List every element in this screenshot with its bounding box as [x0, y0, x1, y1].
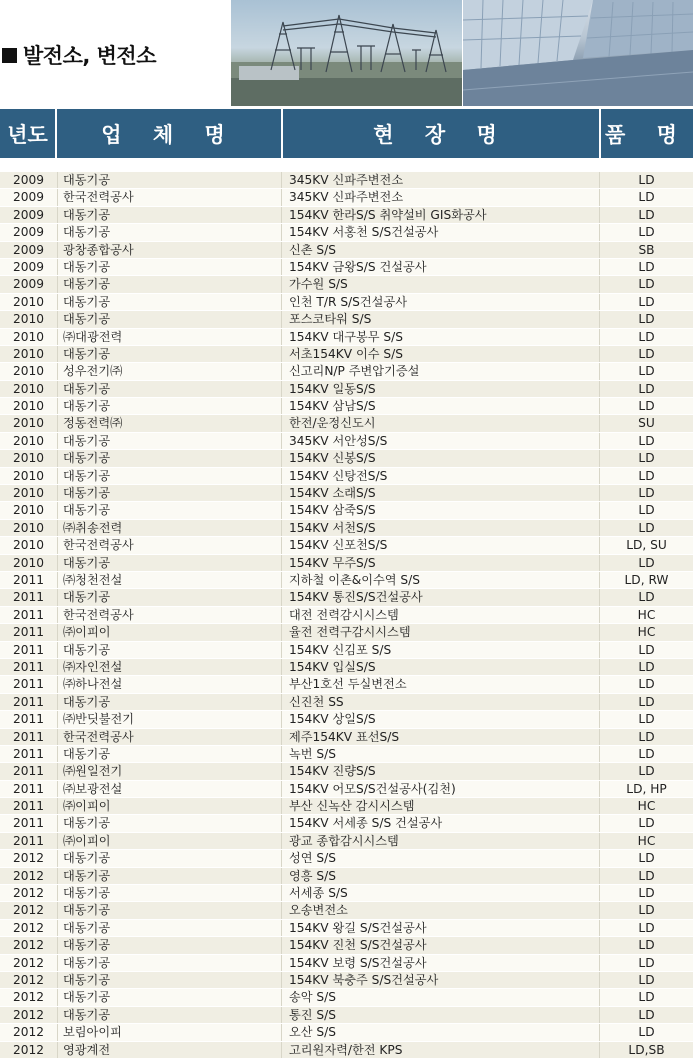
- cell-site: 지하철 이촌&이수역 S/S: [281, 572, 599, 588]
- cell-product: LD: [599, 746, 693, 762]
- cell-product: LD: [599, 729, 693, 745]
- cell-year: 2012: [12, 972, 45, 987]
- cell-site: 오산 S/S: [281, 1024, 599, 1040]
- section-title: [2, 40, 156, 70]
- cell-year: 2012: [12, 1025, 45, 1040]
- cell-product: LD: [599, 363, 693, 379]
- cell-site: 154KV 보령 S/S건설공사: [281, 955, 599, 971]
- cell-site: 한전/운정신도시: [281, 415, 599, 431]
- table-row: [0, 659, 693, 676]
- cell-company: 대동기공: [57, 920, 281, 936]
- table-row: [0, 781, 693, 798]
- cell-year: 2011: [12, 677, 45, 692]
- table-row: [0, 763, 693, 780]
- table-row: [0, 189, 693, 206]
- table-row: [0, 555, 693, 572]
- cell-year: 2009: [12, 207, 45, 222]
- cell-year: 2009: [12, 173, 45, 187]
- cell-company: ㈜하나전설: [57, 676, 281, 692]
- cell-product: LD: [599, 259, 693, 275]
- cell-product: LD: [599, 346, 693, 362]
- cell-company: 대동기공: [57, 972, 281, 988]
- cell-company: 대동기공: [57, 259, 281, 275]
- cell-year: 2012: [12, 938, 45, 953]
- table-row: [0, 676, 693, 693]
- cell-year: 2011: [12, 833, 45, 848]
- table-body: [0, 172, 693, 1059]
- table-row: [0, 850, 693, 867]
- table-row: [0, 450, 693, 467]
- cell-site: 345KV 신파주변전소: [281, 189, 599, 205]
- cell-year: 2010: [12, 346, 45, 361]
- cell-year: 2012: [12, 1007, 45, 1022]
- cell-year: 2010: [12, 555, 45, 570]
- cell-company: ㈜이피이: [57, 624, 281, 640]
- cell-site: 345KV 서안성S/S: [281, 433, 599, 449]
- section-title-text: 발전소, 변전소: [23, 44, 157, 68]
- cell-site: 인천 T/R S/S건설공사: [281, 294, 599, 310]
- table-row: [0, 398, 693, 415]
- cell-site: 154KV 서홍천 S/S건설공사: [281, 224, 599, 240]
- cell-site: 154KV 신포천S/S: [281, 537, 599, 553]
- table-row: [0, 1042, 693, 1059]
- table-row: [0, 259, 693, 276]
- cell-company: 한국전력공사: [57, 537, 281, 553]
- table-row: [0, 902, 693, 919]
- cell-site: 154KV 서세종 S/S 건설공사: [281, 815, 599, 831]
- table-row: [0, 1007, 693, 1024]
- cell-year: 2012: [12, 955, 45, 970]
- cell-product: LD: [599, 485, 693, 501]
- cell-year: 2010: [12, 416, 45, 431]
- cell-site: 154KV 통진S/S건설공사: [281, 589, 599, 605]
- cell-company: 대동기공: [57, 172, 281, 188]
- cell-company: 대동기공: [57, 311, 281, 327]
- cell-company: 대동기공: [57, 955, 281, 971]
- table-row: [0, 433, 693, 450]
- cell-product: LD, RW: [599, 572, 693, 588]
- table-row: [0, 868, 693, 885]
- cell-site: 154KV 한라S/S 취약설비 GIS화공사: [281, 207, 599, 223]
- cell-site: 서초154KV 이수 S/S: [281, 346, 599, 362]
- cell-year: 2009: [12, 190, 45, 205]
- cell-product: LD: [599, 850, 693, 866]
- cell-product: LD: [599, 224, 693, 240]
- cell-site: 오송변전소: [281, 902, 599, 918]
- cell-site: 154KV 삼죽S/S: [281, 502, 599, 518]
- cell-site: 부산 신녹산 감시시스템: [281, 798, 599, 814]
- col-header-site: 현 장 명: [283, 109, 599, 158]
- cell-year: 2010: [12, 451, 45, 466]
- table-row: [0, 798, 693, 815]
- cell-company: 대동기공: [57, 398, 281, 414]
- cell-year: 2010: [12, 486, 45, 501]
- table-row: [0, 172, 693, 189]
- cell-product: LD: [599, 815, 693, 831]
- table-row: [0, 276, 693, 293]
- substation-photo-art: [231, 0, 462, 106]
- cell-year: 2010: [12, 468, 45, 483]
- cell-site: 고리원자력/한전 KPS: [281, 1042, 599, 1058]
- cell-site: 신진천 SS: [281, 694, 599, 710]
- cell-year: 2012: [12, 903, 45, 918]
- cell-year: 2009: [12, 225, 45, 240]
- cell-product: LD: [599, 311, 693, 327]
- cell-site: 신촌 S/S: [281, 242, 599, 258]
- table-row: [0, 572, 693, 589]
- cell-year: 2011: [12, 729, 45, 744]
- table-row: [0, 381, 693, 398]
- cell-site: 154KV 상일S/S: [281, 711, 599, 727]
- cell-product: LD: [599, 659, 693, 675]
- cell-year: 2012: [12, 886, 45, 901]
- cell-product: LD: [599, 450, 693, 466]
- cell-site: 부산1호선 두실변전소: [281, 676, 599, 692]
- cell-year: 2011: [12, 659, 45, 674]
- cell-company: 성우전기㈜: [57, 363, 281, 379]
- cell-product: LD: [599, 468, 693, 484]
- cell-product: LD: [599, 329, 693, 345]
- cell-year: 2010: [12, 381, 45, 396]
- cell-product: LD: [599, 955, 693, 971]
- table-row: [0, 485, 693, 502]
- cell-company: 대동기공: [57, 868, 281, 884]
- cell-site: 신고리N/P 주변압기증설: [281, 363, 599, 379]
- cell-product: LD: [599, 189, 693, 205]
- cell-year: 2010: [12, 433, 45, 448]
- cell-company: 대동기공: [57, 346, 281, 362]
- cell-product: HC: [599, 607, 693, 623]
- cell-company: 대동기공: [57, 937, 281, 953]
- cell-site: 서세종 S/S: [281, 885, 599, 901]
- table-row: [0, 746, 693, 763]
- cell-product: LD: [599, 398, 693, 414]
- cell-site: 154KV 삼남S/S: [281, 398, 599, 414]
- cell-company: ㈜원일전기: [57, 763, 281, 779]
- table-row: [0, 989, 693, 1006]
- cell-year: 2011: [12, 712, 45, 727]
- cell-year: 2009: [12, 259, 45, 274]
- page-header: [0, 0, 693, 106]
- table-row: [0, 972, 693, 989]
- cell-company: 대동기공: [57, 207, 281, 223]
- cell-company: 대동기공: [57, 815, 281, 831]
- table-row: [0, 711, 693, 728]
- cell-site: 154KV 신봉S/S: [281, 450, 599, 466]
- cell-company: 대동기공: [57, 1007, 281, 1023]
- table-row: [0, 537, 693, 554]
- table-row: [0, 589, 693, 606]
- table-row: [0, 885, 693, 902]
- table-row: [0, 1024, 693, 1041]
- cell-year: 2011: [12, 746, 45, 761]
- cell-site: 154KV 왕길 S/S건설공사: [281, 920, 599, 936]
- cell-product: LD: [599, 207, 693, 223]
- table-row: [0, 955, 693, 972]
- cell-site: 154KV 진천 S/S건설공사: [281, 937, 599, 953]
- table-row: [0, 224, 693, 241]
- cell-site: 154KV 금왕S/S 건설공사: [281, 259, 599, 275]
- cell-product: LD: [599, 902, 693, 918]
- cell-company: 영광계전: [57, 1042, 281, 1058]
- cell-company: 보림아이피: [57, 1024, 281, 1040]
- cell-product: LD: [599, 972, 693, 988]
- cell-year: 2011: [12, 816, 45, 831]
- cell-company: 대동기공: [57, 485, 281, 501]
- cell-product: SU: [599, 415, 693, 431]
- cell-year: 2012: [12, 1042, 45, 1057]
- cell-site: 제주154KV 표선S/S: [281, 729, 599, 745]
- cell-site: 154KV 소래S/S: [281, 485, 599, 501]
- col-header-product: 품 명: [601, 109, 693, 158]
- table-row: [0, 729, 693, 746]
- building-photo: [463, 0, 693, 106]
- cell-year: 2012: [12, 868, 45, 883]
- cell-company: 정동전력㈜: [57, 415, 281, 431]
- cell-site: 154KV 입실S/S: [281, 659, 599, 675]
- cell-product: LD: [599, 502, 693, 518]
- cell-product: LD,SB: [599, 1042, 693, 1058]
- cell-site: 녹번 S/S: [281, 746, 599, 762]
- cell-company: ㈜자인전설: [57, 659, 281, 675]
- table-row: [0, 415, 693, 432]
- cell-company: 대동기공: [57, 450, 281, 466]
- table-row: [0, 294, 693, 311]
- cell-year: 2011: [12, 799, 45, 814]
- cell-year: 2011: [12, 572, 45, 587]
- cell-product: LD: [599, 885, 693, 901]
- cell-year: 2011: [12, 625, 45, 640]
- cell-company: 광창종합공사: [57, 242, 281, 258]
- cell-company: 대동기공: [57, 555, 281, 571]
- cell-product: LD: [599, 520, 693, 536]
- cell-company: 대동기공: [57, 746, 281, 762]
- table-row: [0, 363, 693, 380]
- table-row: [0, 937, 693, 954]
- cell-year: 2011: [12, 781, 45, 796]
- table-row: [0, 207, 693, 224]
- table-row: [0, 468, 693, 485]
- cell-product: LD: [599, 1007, 693, 1023]
- cell-site: 영흥 S/S: [281, 868, 599, 884]
- cell-product: LD: [599, 763, 693, 779]
- cell-company: 대동기공: [57, 294, 281, 310]
- table-header: [0, 109, 693, 158]
- table-row: [0, 242, 693, 259]
- table-row: [0, 833, 693, 850]
- cell-year: 2009: [12, 242, 45, 257]
- col-header-year: 년도: [0, 109, 55, 158]
- cell-site: 154KV 신탕전S/S: [281, 468, 599, 484]
- cell-site: 154KV 서천S/S: [281, 520, 599, 536]
- cell-year: 2010: [12, 520, 45, 535]
- cell-site: 광교 종합감시시스템: [281, 833, 599, 849]
- substation-photo: [231, 0, 462, 106]
- cell-year: 2012: [12, 851, 45, 866]
- cell-product: LD: [599, 172, 693, 188]
- cell-product: LD: [599, 1024, 693, 1040]
- cell-site: 154KV 무주S/S: [281, 555, 599, 571]
- cell-site: 포스코타워 S/S: [281, 311, 599, 327]
- table-row: [0, 624, 693, 641]
- cell-product: HC: [599, 833, 693, 849]
- cell-site: 율전 전력구감시시스템: [281, 624, 599, 640]
- square-bullet-icon: [2, 48, 17, 63]
- cell-site: 대전 전력감시시스템: [281, 607, 599, 623]
- cell-product: LD: [599, 642, 693, 658]
- table-row: [0, 920, 693, 937]
- cell-year: 2010: [12, 538, 45, 553]
- cell-product: LD: [599, 937, 693, 953]
- cell-site: 154KV 어모S/S건설공사(김천): [281, 781, 599, 797]
- cell-company: 대동기공: [57, 589, 281, 605]
- table-row: [0, 694, 693, 711]
- cell-product: LD, HP: [599, 781, 693, 797]
- cell-company: 대동기공: [57, 902, 281, 918]
- cell-company: ㈜청천전설: [57, 572, 281, 588]
- cell-company: 한국전력공사: [57, 729, 281, 745]
- cell-year: 2011: [12, 607, 45, 622]
- cell-company: 대동기공: [57, 850, 281, 866]
- cell-company: 대동기공: [57, 433, 281, 449]
- cell-company: 대동기공: [57, 381, 281, 397]
- cell-company: ㈜보광전설: [57, 781, 281, 797]
- cell-site: 154KV 일동S/S: [281, 381, 599, 397]
- cell-company: 대동기공: [57, 885, 281, 901]
- cell-company: 대동기공: [57, 694, 281, 710]
- cell-year: 2011: [12, 590, 45, 605]
- cell-year: 2010: [12, 294, 45, 309]
- cell-company: 대동기공: [57, 276, 281, 292]
- cell-site: 성연 S/S: [281, 850, 599, 866]
- table-row: [0, 520, 693, 537]
- cell-product: LD: [599, 381, 693, 397]
- cell-product: LD: [599, 555, 693, 571]
- cell-year: 2012: [12, 990, 45, 1005]
- table-row: [0, 642, 693, 659]
- table-row: [0, 329, 693, 346]
- cell-product: LD: [599, 920, 693, 936]
- cell-year: 2010: [12, 329, 45, 344]
- cell-company: ㈜취송전력: [57, 520, 281, 536]
- cell-product: LD: [599, 694, 693, 710]
- cell-company: 대동기공: [57, 224, 281, 240]
- cell-product: LD: [599, 433, 693, 449]
- cell-product: LD: [599, 868, 693, 884]
- cell-company: 한국전력공사: [57, 607, 281, 623]
- cell-company: 대동기공: [57, 642, 281, 658]
- cell-product: LD: [599, 676, 693, 692]
- cell-product: LD: [599, 711, 693, 727]
- cell-year: 2010: [12, 503, 45, 518]
- cell-product: SB: [599, 242, 693, 258]
- table-row: [0, 346, 693, 363]
- cell-company: ㈜이피이: [57, 798, 281, 814]
- cell-year: 2012: [12, 920, 45, 935]
- cell-site: 345KV 신파주변전소: [281, 172, 599, 188]
- cell-product: LD: [599, 989, 693, 1005]
- cell-company: 대동기공: [57, 989, 281, 1005]
- cell-product: LD: [599, 276, 693, 292]
- cell-product: HC: [599, 624, 693, 640]
- cell-site: 송악 S/S: [281, 989, 599, 1005]
- cell-product: LD: [599, 589, 693, 605]
- cell-site: 154KV 신김포 S/S: [281, 642, 599, 658]
- cell-year: 2011: [12, 764, 45, 779]
- cell-year: 2009: [12, 277, 45, 292]
- table-row: [0, 815, 693, 832]
- table-row: [0, 502, 693, 519]
- col-header-company: 업 체 명: [57, 109, 281, 158]
- cell-site: 154KV 진량S/S: [281, 763, 599, 779]
- cell-site: 통진 S/S: [281, 1007, 599, 1023]
- cell-company: 한국전력공사: [57, 189, 281, 205]
- table-row: [0, 607, 693, 624]
- cell-site: 가수원 S/S: [281, 276, 599, 292]
- cell-year: 2010: [12, 312, 45, 327]
- cell-company: ㈜반딧불전기: [57, 711, 281, 727]
- building-photo-art: [463, 0, 693, 106]
- cell-year: 2010: [12, 399, 45, 414]
- cell-product: HC: [599, 798, 693, 814]
- cell-year: 2010: [12, 364, 45, 379]
- table-row: [0, 311, 693, 328]
- cell-site: 154KV 대구봉무 S/S: [281, 329, 599, 345]
- cell-company: ㈜이피이: [57, 833, 281, 849]
- cell-company: 대동기공: [57, 468, 281, 484]
- cell-company: 대동기공: [57, 502, 281, 518]
- cell-product: LD: [599, 294, 693, 310]
- cell-year: 2011: [12, 642, 45, 657]
- cell-site: 154KV 북충주 S/S건설공사: [281, 972, 599, 988]
- cell-company: ㈜대광전력: [57, 329, 281, 345]
- cell-year: 2011: [12, 694, 45, 709]
- cell-product: LD, SU: [599, 537, 693, 553]
